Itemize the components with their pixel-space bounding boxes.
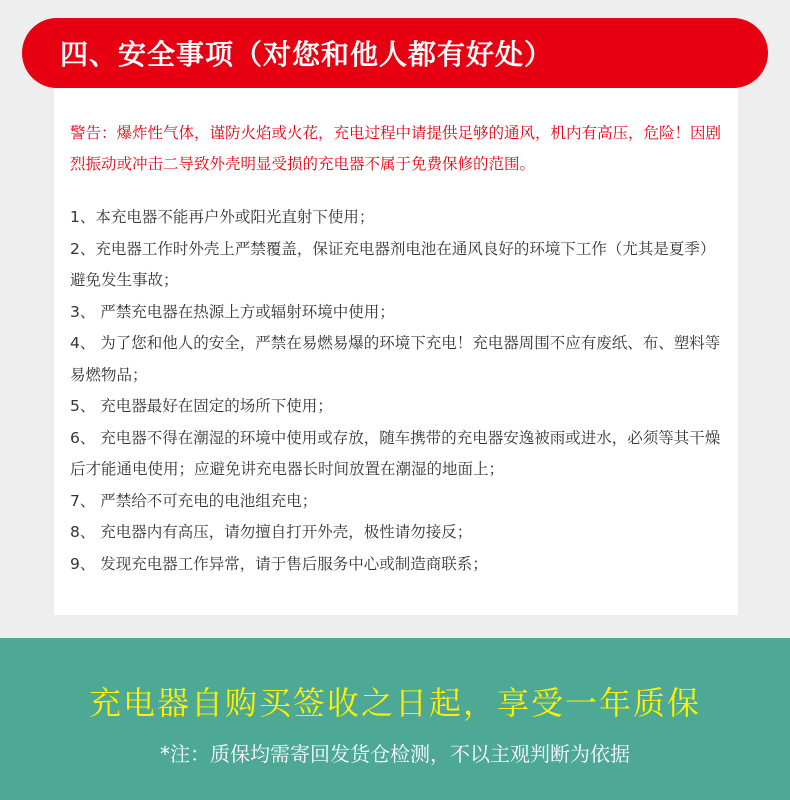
safety-notice-card <box>54 88 738 615</box>
safety-rules-list <box>70 202 724 580</box>
rule-item: 2、充电器工作时外壳上严禁覆盖，保证充电器剂电池在通风良好的环境下工作（尤其是夏季）避免发生事故； <box>70 239 716 289</box>
rule-item: 4、 为了您和他人的安全，严禁在易燃易爆的环境下充电！充电器周围不应有废纸、布、塑料等易燃物品； <box>70 334 721 384</box>
rule-item: 1、本充电器不能再户外或阳光直射下使用； <box>70 208 375 226</box>
warranty-note: *注：质保均需寄回发货仓检测，不以主观判断为依据 <box>160 742 630 766</box>
rule-item: 9、 发现充电器工作异常，请于售后服务中心或制造商联系； <box>70 554 488 573</box>
rule-item: 3、 严禁充电器在热源上方或辐射环境中使用； <box>70 302 395 321</box>
rule-item: 6、 充电器不得在潮湿的环境中使用或存放，随车携带的充电器安逸被雨或进水，必须等其干燥后才能通电使用；应避免讲充电器长时间放置在潮湿的地面上； <box>70 428 721 478</box>
warning-text: 警告：爆炸性气体，谨防火焰或火花，充电过程中请提供足够的通风，机内有高压，危险！因剧烈振动或冲击二导致外壳明显受损的充电器不属于免费保修的范围。 <box>70 124 722 173</box>
warranty-headline: 充电器自购买签收之日起，享受一年质保 <box>88 684 701 722</box>
rule-item: 7、 严禁给不可充电的电池组充电； <box>70 491 318 510</box>
section-title: 四、安全事项（对您和他人都有好处） <box>60 38 554 71</box>
section-header-bar <box>22 18 768 88</box>
rule-item: 5、 充电器最好在固定的场所下使用； <box>70 397 333 415</box>
rule-item: 8、 充电器内有高压，请勿擅自打开外壳，极性请勿接反； <box>70 523 473 541</box>
warranty-footer <box>0 638 790 800</box>
